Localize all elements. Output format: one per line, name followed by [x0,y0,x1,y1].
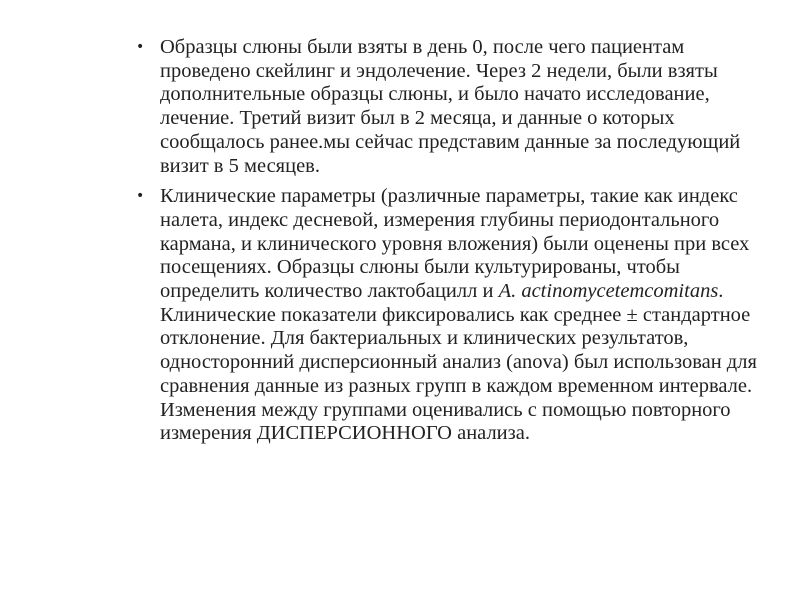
bullet-icon: • [136,39,145,55]
bullet-item-2 [136,185,776,446]
bullet-text-2-before: Клинические параметры (различные параметры, такие как индекс налета, индекс десневой, измерения глубины периодонтального кармана, и клинического уровня вложения) были оценены при всех посещениях. Образцы слюны были культурированы, чтобы определить количество лактобацилл и [160,185,750,303]
bullet-list [136,36,776,453]
bullet-icon: • [136,188,145,205]
bullet-item-1 [136,36,776,178]
bullet-text-2-after: . Клинические показатели фиксировались как среднее ± стандартное отклонение. Для бактериальных и клинических результатов, односторонний дисперсионный анализ (anova) был использован для сравнения данные из разных групп в каждом временном интервале. Изменения между группами оценивались с помощью повторного измерения ДИСПЕРСИОННОГО анализа. [160,280,757,445]
bullet-text-2-species-name: A. actinomycetemcomitans [498,280,719,303]
bullet-text-1: Образцы слюны были взяты в день 0, после чего пациентам проведено скейлинг и эндолечение. Через 2 недели, были взяты дополнительные образцы слюны, и было начато исследование, лечение. Третий визит был в 2 месяца, и данные о которых сообщалось ранее.мы сейчас представим данные за последующий визит в 5 месяцев. [160,36,741,177]
